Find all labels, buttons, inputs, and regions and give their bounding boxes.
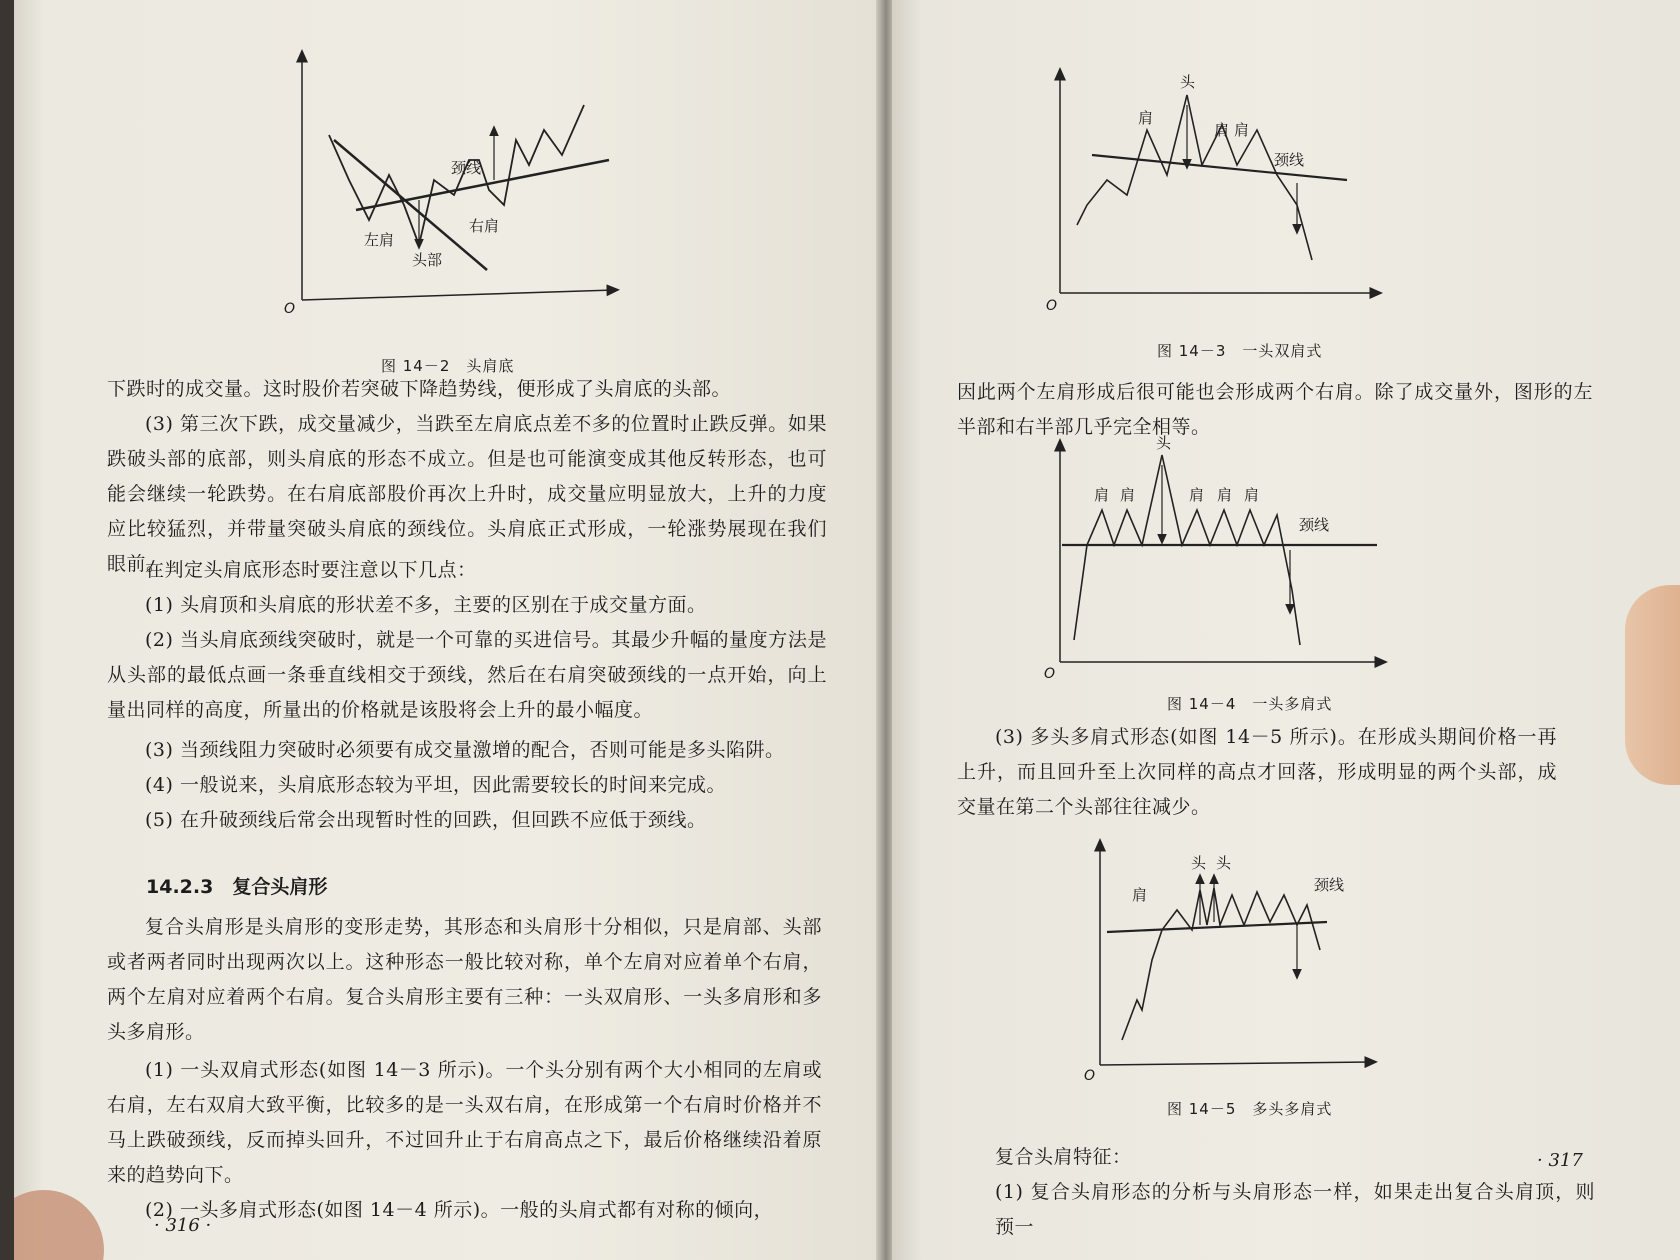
thumb-decoration [1625,585,1680,785]
label-shoulder: 肩 [1132,886,1148,904]
paragraph: (3) 第三次下跌，成交量减少，当跌至左肩底点差不多的位置时止跌反弹。如果跌破头部的底部，则头肩底的形态不成立。但是也可能演变成其他反转形态，也可能会继续一轮跌势。在右肩底部股价再次上升时，成交量应明显放大，上升的力度应比较猛烈，并带量突破头肩底的颈线位。头肩底正式形成，一轮涨势展现在我们眼前。 [107,413,827,575]
paragraph: (4) 一般说来，头肩底形态较为平坦，因此需要较长的时间来完成。 [145,774,726,796]
origin-label: O [1044,666,1056,682]
section-heading: 14.2.3 复合头肩形 [146,876,328,898]
label-shoulder: 肩 [1138,109,1154,127]
paragraph: (2) 当头肩底颈线突破时，就是一个可靠的买进信号。其最少升幅的量度方法是从头部的最低点画一条垂直线相交于颈线，然后在右肩突破颈线的一点开始，向上量出同样的高度，所量出的价格就是该股将会上升的最小幅度。 [107,629,827,721]
label-neckline: 颈线 [451,159,482,177]
x-axis [302,290,614,300]
label-shoulder: 肩 [1214,121,1230,139]
paragraph: 在判定头肩底形态时要注意以下几点： [145,559,477,581]
x-axis [1100,1062,1372,1065]
paragraph: (1) 一头双肩式形态(如图 14－3 所示)。一个头分别有两个大小相同的左肩或右肩，左右双肩大致平衡，比较多的是一头双右肩，在形成第一个右肩时价格并不马上跌破颈线，反而掉头回升，不过回升止于右肩高点之下，最后价格继续沿着原来的趋势向下。 [107,1059,822,1186]
figure-14-3-caption: 图 14－3 一头双肩式 [1157,342,1323,360]
figure-14-4-caption: 图 14－4 一头多肩式 [1167,695,1333,713]
label-head: 头 [1156,434,1172,452]
price-line [1122,888,1320,1040]
right-page [892,0,1680,1260]
page-number: · 317 [1537,1150,1583,1171]
paragraph: 下跌时的成交量。这时股价若突破下降趋势线，便形成了头肩底的头部。 [107,378,732,400]
figure-14-3-one-head-double-shoulder [1046,65,1422,315]
origin-label: O [1084,1068,1096,1084]
label-shoulder: 肩 [1244,486,1260,504]
label-shoulder: 肩 [1217,486,1233,504]
label-left-shoulder: 左肩 [364,231,395,249]
label-right-shoulder: 右肩 [469,217,500,235]
paragraph: 复合头肩形是头肩形的变形走势，其形态和头肩形十分相似，只是肩部、头部或者两者同时出现两次以上。这种形态一般比较对称，单个左肩对应着单个右肩，两个左肩对应着两个右肩。复合头肩形主要有三种：一头双肩形、一头多肩形和多头多肩形。 [107,916,822,1043]
label-head: 头 [1191,854,1207,872]
price-line [1077,95,1312,260]
figure-14-2-head-shoulders-bottom [284,45,674,335]
neckline [1092,155,1347,180]
paragraph: (2) 一头多肩式形态(如图 14－4 所示)。一般的头肩式都有对称的倾向， [145,1199,774,1221]
paragraph: (1) 复合头肩形态的分析与头肩形态一样，如果走出复合头肩顶，则预一 [995,1181,1595,1238]
label-neckline: 颈线 [1299,516,1330,534]
paragraph: 因此两个左肩形成后很可能也会形成两个右肩。除了成交量外，图形的左半部和右半部几乎完全相等。 [957,381,1593,438]
paragraph: 复合头肩特征： [995,1146,1132,1168]
label-neckline: 颈线 [1274,151,1305,169]
paragraph: (3) 多头多肩式形态(如图 14－5 所示)。在形成头期间价格一再上升，而且回升至上次同样的高点才回落，形成明显的两个头部，成交量在第二个头部往往减少。 [957,726,1557,818]
origin-label: O [284,301,296,317]
label-head: 头 [1216,854,1232,872]
figure-14-4-one-head-multi-shoulder [1044,434,1422,682]
origin-label: O [1046,298,1058,314]
figure-14-5-multi-head-multi-shoulder [1084,840,1412,1084]
label-shoulder: 肩 [1120,486,1136,504]
neckline [1107,922,1327,932]
label-shoulder: 肩 [1234,121,1250,139]
label-head: 头 [1180,73,1196,91]
figure-14-5-caption: 图 14－5 多头多肩式 [1167,1100,1333,1118]
left-page [14,0,890,1260]
label-shoulder: 肩 [1094,486,1110,504]
label-shoulder: 肩 [1189,486,1205,504]
paragraph: (5) 在升破颈线后常会出现暂时性的回跌，但回跌不应低于颈线。 [145,809,707,831]
figure-14-2-caption: 图 14－2 头肩底 [381,357,515,375]
finger-decoration [14,1190,104,1260]
label-neckline: 颈线 [1314,876,1345,894]
paragraph: (3) 当颈线阻力突破时必须要有成交量激增的配合，否则可能是多头陷阱。 [145,739,785,761]
label-head: 头部 [412,251,443,269]
price-line [1074,455,1300,645]
page-number: · 316 · [154,1215,212,1236]
paragraph: (1) 头肩顶和头肩底的形状差不多，主要的区别在于成交量方面。 [145,594,707,616]
